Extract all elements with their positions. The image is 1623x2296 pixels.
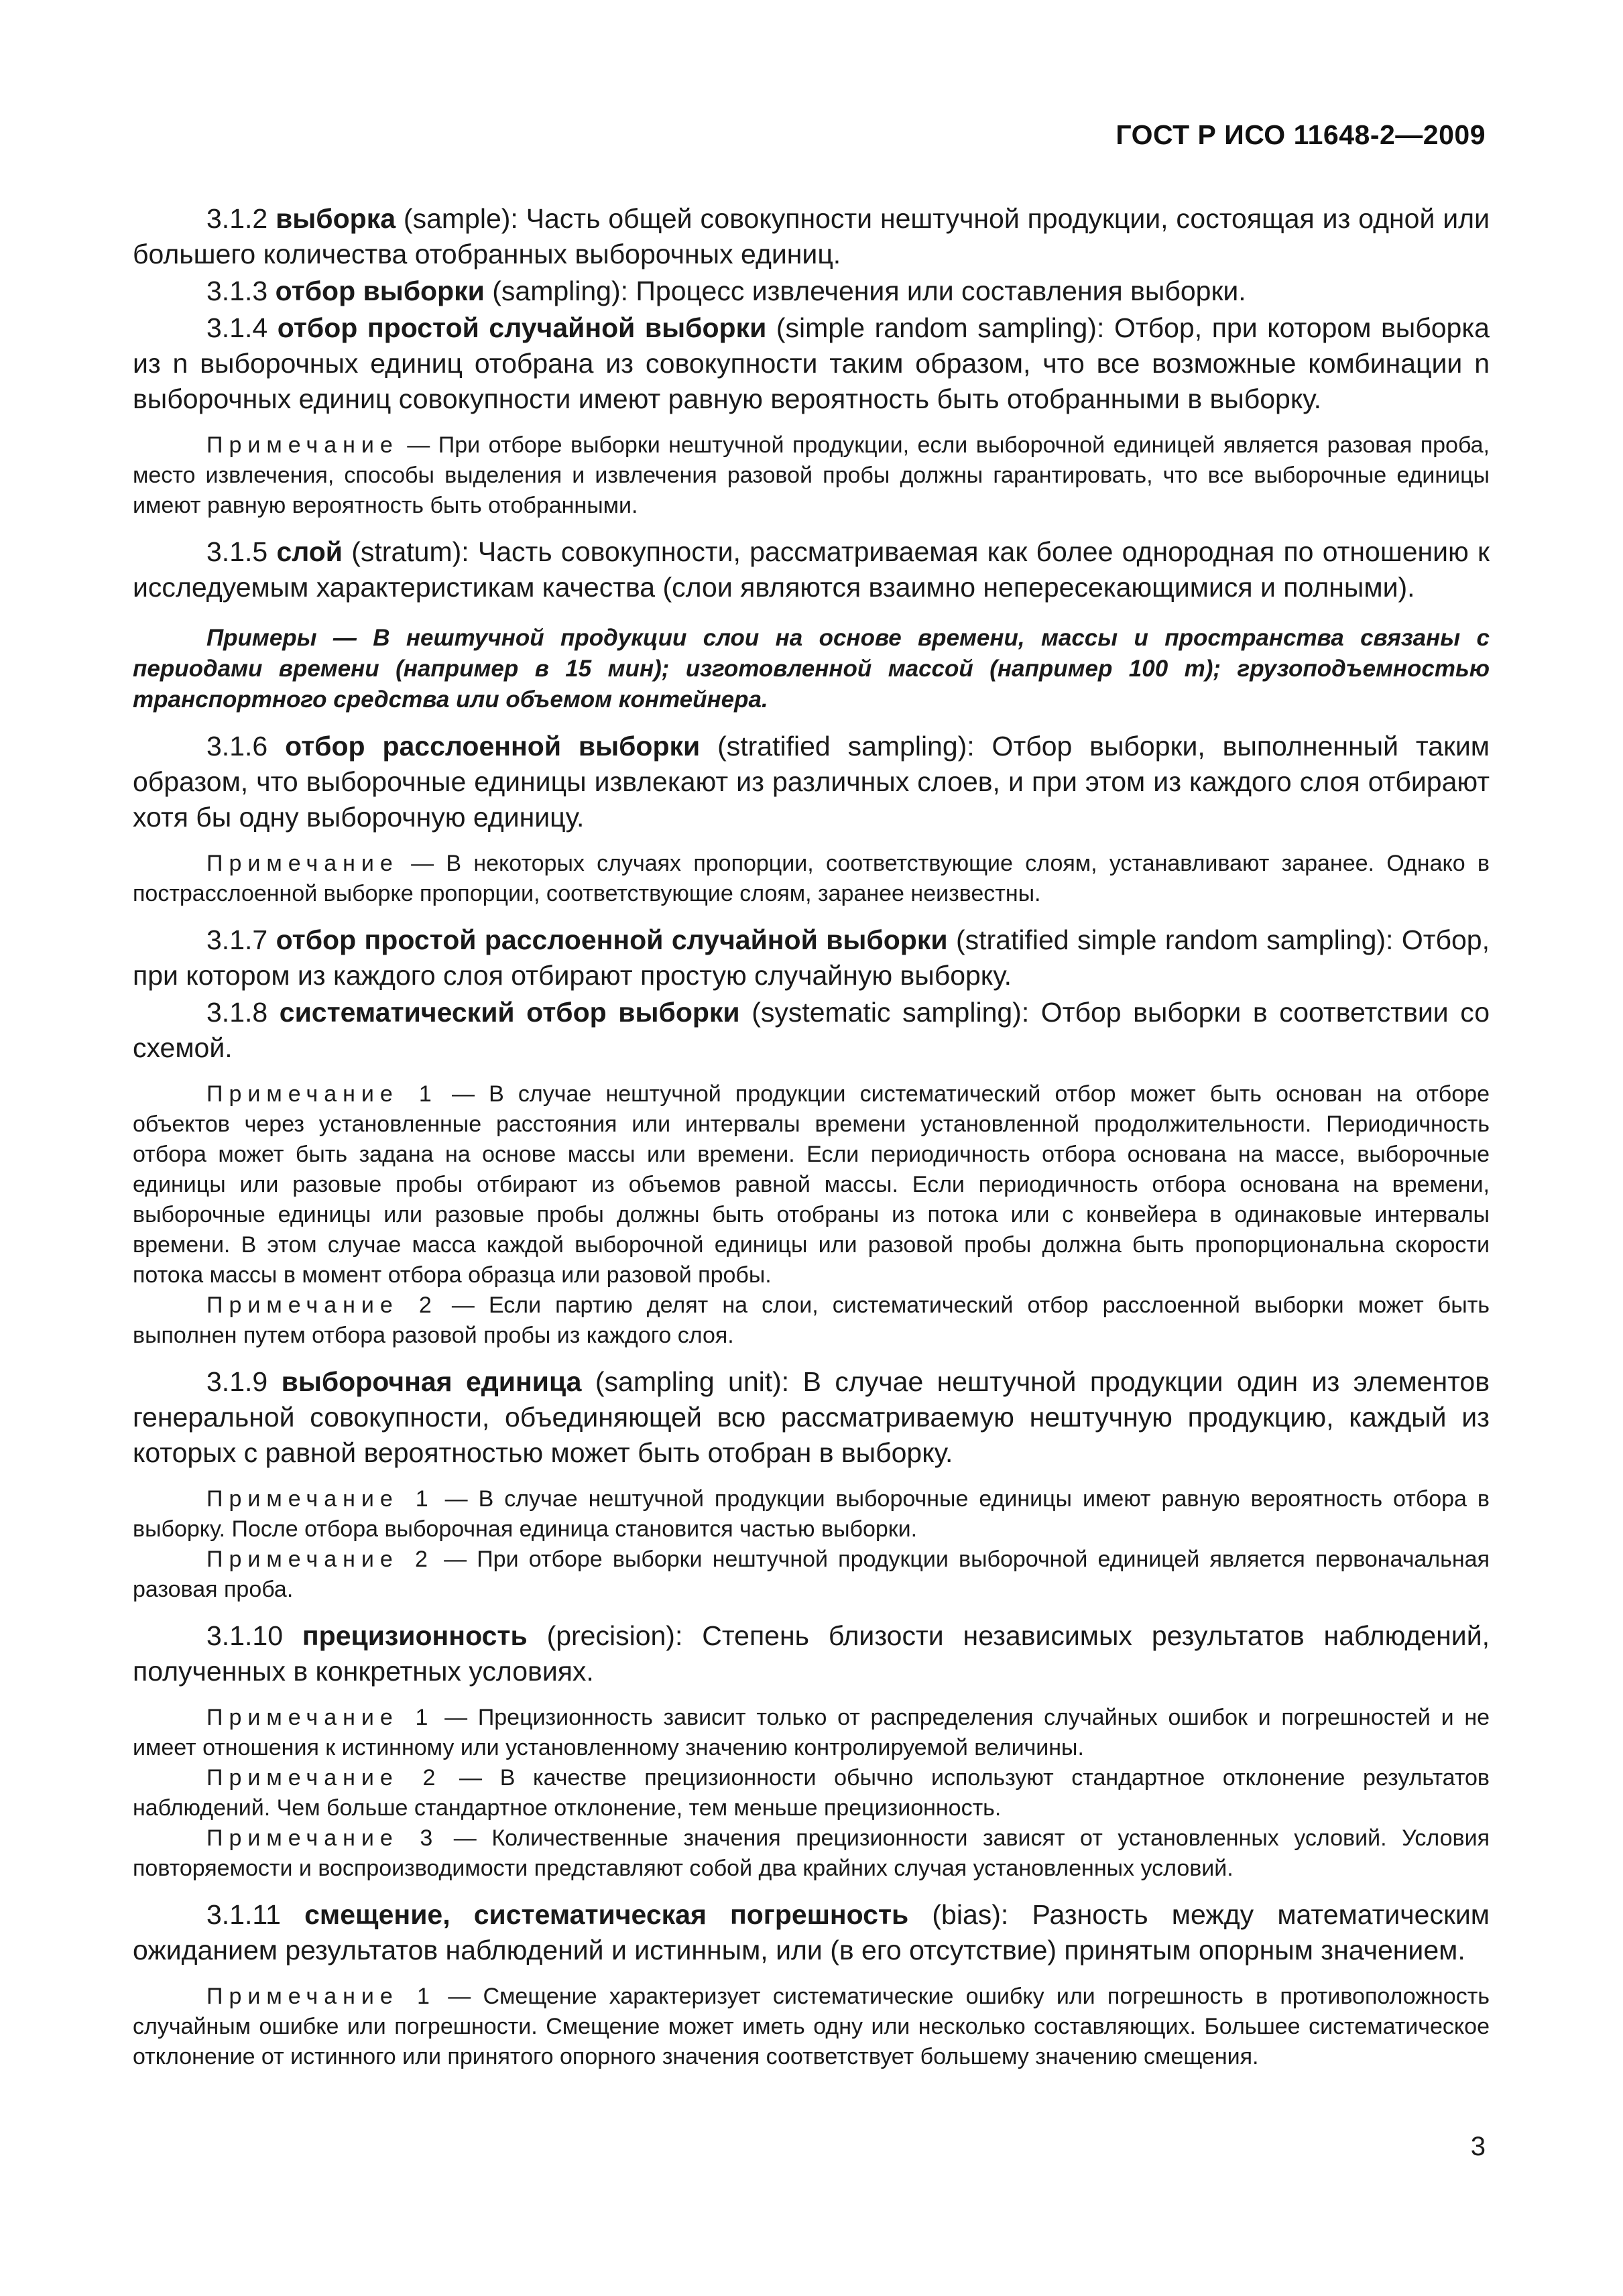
note-text: — Количественные значения прецизионности зависят от установленных условий. Условия повторяемости и воспроизводимости представляют собой два крайних случая установленных условий. bbox=[133, 1825, 1490, 1881]
definition-3-1-7 bbox=[133, 922, 1490, 993]
note-text: — Прецизионность зависит только от распределения случайных ошибок и погрешностей и не имеет отношения к истинному или установленному значению контролируемой величины. bbox=[133, 1705, 1490, 1760]
note-label: Примечание 1 bbox=[206, 1486, 434, 1512]
note-3-1-11-1 bbox=[133, 1982, 1490, 2072]
note-label: Примечание bbox=[206, 851, 399, 876]
term-name: отбор простой расслоенной случайной выборки bbox=[276, 924, 948, 955]
definition-3-1-3 bbox=[133, 274, 1490, 309]
clause-number: 3.1.3 bbox=[206, 276, 276, 306]
term-definition: (stratified sampling): Отбор выборки, выполненный таким образом, что выборочные единицы извлекают из различных слоев, и при этом из каждого слоя отбирают хотя бы одну выборочную единицу. bbox=[133, 731, 1490, 833]
term-definition: (stratified simple random sampling): Отбор, при котором из каждого слоя отбирают простую случайную выборку. bbox=[133, 924, 1490, 991]
clause-number: 3.1.11 bbox=[206, 1899, 305, 1930]
term-definition: (systematic sampling): Отбор выборки в соответствии со схемой. bbox=[133, 997, 1490, 1063]
term-definition: (stratum): Часть совокупности, рассматриваемая как более однородная по отношению к исследуемым характеристикам качества (слои являются взаимно непересекающимися и полными). bbox=[133, 536, 1490, 603]
definition-3-1-4 bbox=[133, 310, 1490, 417]
term-name: прецизионность bbox=[302, 1620, 528, 1651]
term-definition: (sampling): Процесс извлечения или составления выборки. bbox=[484, 276, 1246, 306]
term-name: смещение, систематическая погрешность bbox=[304, 1899, 909, 1930]
note-label: Примечание 1 bbox=[206, 1705, 434, 1730]
note-3-1-8-2 bbox=[133, 1290, 1490, 1351]
note-3-1-8-1 bbox=[133, 1079, 1490, 1290]
document-body bbox=[133, 201, 1490, 2072]
note-label: Примечание 3 bbox=[206, 1825, 439, 1851]
note-3-1-4 bbox=[133, 430, 1490, 521]
term-definition: (bias): Разность между математическим ожиданием результатов наблюдений и истинным, или (в его отсутствие) принятым опорным значением. bbox=[133, 1899, 1490, 1966]
clause-number: 3.1.6 bbox=[206, 731, 286, 762]
note-label: Примечание 2 bbox=[206, 1292, 438, 1318]
definition-3-1-5 bbox=[133, 534, 1490, 605]
clause-number: 3.1.9 bbox=[206, 1366, 282, 1397]
definition-3-1-11 bbox=[133, 1897, 1490, 1968]
definition-3-1-9 bbox=[133, 1364, 1490, 1471]
example-3-1-5: Примеры — В нештучной продукции слои на основе времени, массы и пространства связаны с периодами времени (например в 15 мин); изготовленной массой (например 100 т); грузоподъемностью транспортного средства или объемом контейнера. bbox=[133, 625, 1490, 713]
note-3-1-9-1 bbox=[133, 1484, 1490, 1545]
term-definition: (sample): Часть общей совокупности нештучной продукции, состоящая из одной или большего количества отобранных выборочных единиц. bbox=[133, 203, 1490, 269]
note-3-1-10-3 bbox=[133, 1823, 1490, 1884]
clause-number: 3.1.4 bbox=[206, 312, 278, 343]
clause-number: 3.1.2 bbox=[206, 203, 276, 234]
note-text: — При отборе выборки нештучной продукции, если выборочной единицей является разовая проба, место извлечения, способы выделения и извлечения разовой пробы должны гарантировать, что все выборочные единицы имеют равную вероятность быть отобранными. bbox=[133, 432, 1490, 518]
note-label: Примечание 1 bbox=[206, 1081, 438, 1107]
note-3-1-9-2 bbox=[133, 1545, 1490, 1605]
term-name: систематический отбор выборки bbox=[279, 997, 740, 1028]
note-text: — Смещение характеризует систематические ошибку или погрешность в противоположность случайным ошибке или погрешности. Смещение может иметь одну или несколько составляющих. Большее систематическое отклонение от истинного или принятого опорного значения соответствует большему значению смещения. bbox=[133, 1984, 1490, 2069]
clause-number: 3.1.7 bbox=[206, 924, 276, 955]
definition-3-1-2 bbox=[133, 201, 1490, 272]
note-label: Примечание bbox=[206, 432, 399, 458]
definition-3-1-10 bbox=[133, 1618, 1490, 1689]
page-number: 3 bbox=[1470, 2132, 1486, 2161]
note-label: Примечание 1 bbox=[206, 1984, 436, 2009]
note-text: — В качестве прецизионности обычно используют стандартное отклонение результатов наблюдений. Чем больше стандартное отклонение, тем меньше прецизионность. bbox=[133, 1765, 1490, 1821]
document-header: ГОСТ Р ИСО 11648-2—2009 bbox=[1116, 119, 1486, 150]
note-3-1-6 bbox=[133, 849, 1490, 909]
note-text: — При отборе выборки нештучной продукции выборочной единицей является первоначальная разовая проба. bbox=[133, 1547, 1490, 1602]
term-definition: (simple random sampling): Отбор, при котором выборка из n выборочных единиц отобрана из совокупности таким образом, что все возможные комбинации n выборочных единиц совокупности имеют равную вероятность быть отобранными в выборку. bbox=[133, 312, 1490, 414]
clause-number: 3.1.8 bbox=[206, 997, 280, 1028]
note-label: Примечание 2 bbox=[206, 1765, 442, 1791]
note-text: — В некоторых случаях пропорции, соответствующие слоям, устанавливают заранее. Однако в пострасслоенной выборке пропорции, соответствующие слоям, заранее неизвестны. bbox=[133, 851, 1490, 906]
note-text: — В случае нештучной продукции выборочные единицы имеют равную вероятность отбора в выборку. После отбора выборочная единица становится частью выборки. bbox=[133, 1486, 1490, 1542]
term-definition: (precision): Степень близости независимых результатов наблюдений, полученных в конкретных условиях. bbox=[133, 1620, 1490, 1687]
note-label: Примечание 2 bbox=[206, 1547, 434, 1572]
note-text: — В случае нештучной продукции систематический отбор может быть основан на отборе объектов через установленные расстояния или интервалы времени установленной продолжительности. Периодичность отбора может быть задана на основе массы или времени. Если периодичность отбора основана на массе, выборочные единицы или разовые пробы отбирают из объемов равной массы. Если периодичность отбора основана на времени, выборочные единицы или разовые пробы должны быть отобраны из потока или с конвейера в одинаковые интервалы времени. В этом случае масса каждой выборочной единицы или разовой пробы должна быть пропорциональна скорости потока массы в момент отбора образца или разовой пробы. bbox=[133, 1081, 1490, 1288]
term-definition: (sampling unit): В случае нештучной продукции один из элементов генеральной совокупности, объединяющей всю рассматриваемую нештучную продукцию, каждый из которых с равной вероятностью может быть отобран в выборку. bbox=[133, 1366, 1490, 1468]
term-name: отбор расслоенной выборки bbox=[285, 731, 701, 762]
term-name: выборка bbox=[276, 203, 396, 234]
definition-3-1-6 bbox=[133, 729, 1490, 835]
clause-number: 3.1.5 bbox=[206, 536, 277, 567]
note-3-1-10-1 bbox=[133, 1703, 1490, 1763]
term-name: выборочная единица bbox=[281, 1366, 582, 1397]
term-name: отбор простой случайной выборки bbox=[277, 312, 767, 343]
note-3-1-10-2 bbox=[133, 1763, 1490, 1823]
clause-number: 3.1.10 bbox=[206, 1620, 302, 1651]
term-name: слой bbox=[276, 536, 343, 567]
note-text: — Если партию делят на слои, систематический отбор расслоенной выборки может быть выполнен путем отбора разовой пробы из каждого слоя. bbox=[133, 1292, 1490, 1348]
definition-3-1-8 bbox=[133, 995, 1490, 1066]
term-name: отбор выборки bbox=[275, 276, 485, 306]
